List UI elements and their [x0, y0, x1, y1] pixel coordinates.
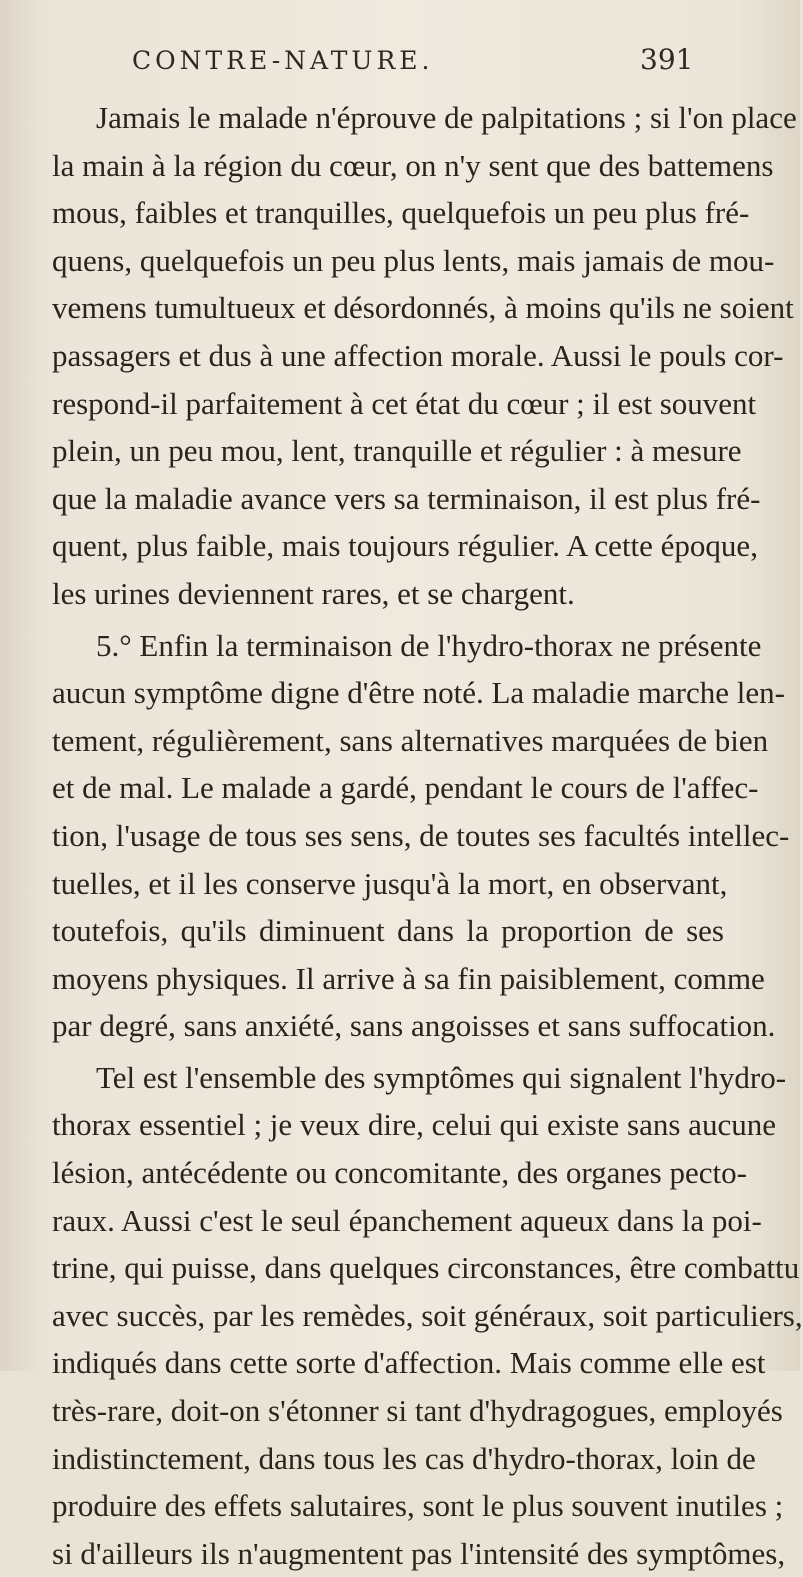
- text-line: avec succès, par les remèdes, soit généraux, soit particuliers,: [52, 1297, 803, 1333]
- paragraph: [52, 1054, 803, 1577]
- text-line: raux. Aussi c'est le seul épanchement aqueux dans la poi-: [52, 1202, 762, 1238]
- text-line: tement, régulièrement, sans alternatives marquées de bien: [52, 722, 769, 758]
- text-line: moyens physiques. Il arrive à sa fin paisiblement, comme: [52, 960, 765, 996]
- text-line: indiqués dans cette sorte d'affection. Mais comme elle est: [52, 1345, 766, 1381]
- paragraph: [52, 94, 797, 618]
- text-line: trine, qui puisse, dans quelques circonstances, être combattu: [52, 1250, 800, 1286]
- text-line: plein, un peu mou, lent, tranquille et régulier : à mesure: [52, 433, 742, 469]
- text-line: toutefois, qu'ils diminuent dans la proportion de ses: [52, 913, 724, 949]
- text-line: tion, l'usage de tous ses sens, de toutes ses facultés intellec-: [52, 817, 790, 853]
- page-header: [0, 8, 800, 76]
- text-line: quent, plus faible, mais toujours régulier. A cette époque,: [52, 528, 758, 564]
- text-line: les urines deviennent rares, et se chargent.: [52, 575, 575, 611]
- text-line: quens, quelquefois un peu plus lents, mais jamais de mou-: [52, 242, 775, 278]
- text-line: produire des effets salutaires, sont le plus souvent inutiles ;: [52, 1488, 784, 1524]
- running-title: CONTRE-NATURE.: [132, 46, 434, 75]
- text-line: si d'ailleurs ils n'augmentent pas l'intensité des symptômes,: [52, 1535, 786, 1571]
- text-line: la main à la région du cœur, on n'y sent que des battemens: [52, 147, 774, 183]
- body-text: [52, 94, 803, 1577]
- text-line: lésion, antécédente ou concomitante, des organes pecto-: [52, 1155, 747, 1191]
- text-line: et de mal. Le malade a gardé, pendant le cours de l'affec-: [52, 770, 759, 806]
- text-line: 5.° Enfin la terminaison de l'hydro-thorax ne présente: [96, 627, 762, 663]
- text-line: tuelles, et il les conserve jusqu'à la mort, en observant,: [52, 865, 728, 901]
- text-line: très-rare, doit-on s'étonner si tant d'hydragogues, employés: [52, 1393, 783, 1429]
- text-line: thorax essentiel ; je veux dire, celui qui existe sans aucune: [52, 1107, 776, 1143]
- text-line: que la maladie avance vers sa terminaison, il est plus fré-: [52, 480, 761, 516]
- text-line: respond-il parfaitement à cet état du cœur ; il est souvent: [52, 385, 757, 421]
- text-line: aucun symptôme digne d'être noté. La maladie marche len-: [52, 675, 785, 711]
- text-line: Jamais le malade n'éprouve de palpitations ; si l'on place: [96, 100, 797, 135]
- text-line: indistinctement, dans tous les cas d'hydro-thorax, loin de: [52, 1440, 756, 1476]
- text-line: Tel est l'ensemble des symptômes qui signalent l'hydro-: [96, 1059, 787, 1095]
- text-line: par degré, sans anxiété, sans angoisses et sans suffocation.: [52, 1008, 776, 1044]
- paragraph: [52, 622, 790, 1050]
- page-number: 391: [640, 43, 694, 76]
- text-line: vemens tumultueux et désordonnés, à moins qu'ils ne soient: [52, 290, 794, 326]
- text-line: mous, faibles et tranquilles, quelquefois un peu plus fré-: [52, 195, 750, 231]
- text-line: passagers et dus à une affection morale. Aussi le pouls cor-: [52, 337, 784, 373]
